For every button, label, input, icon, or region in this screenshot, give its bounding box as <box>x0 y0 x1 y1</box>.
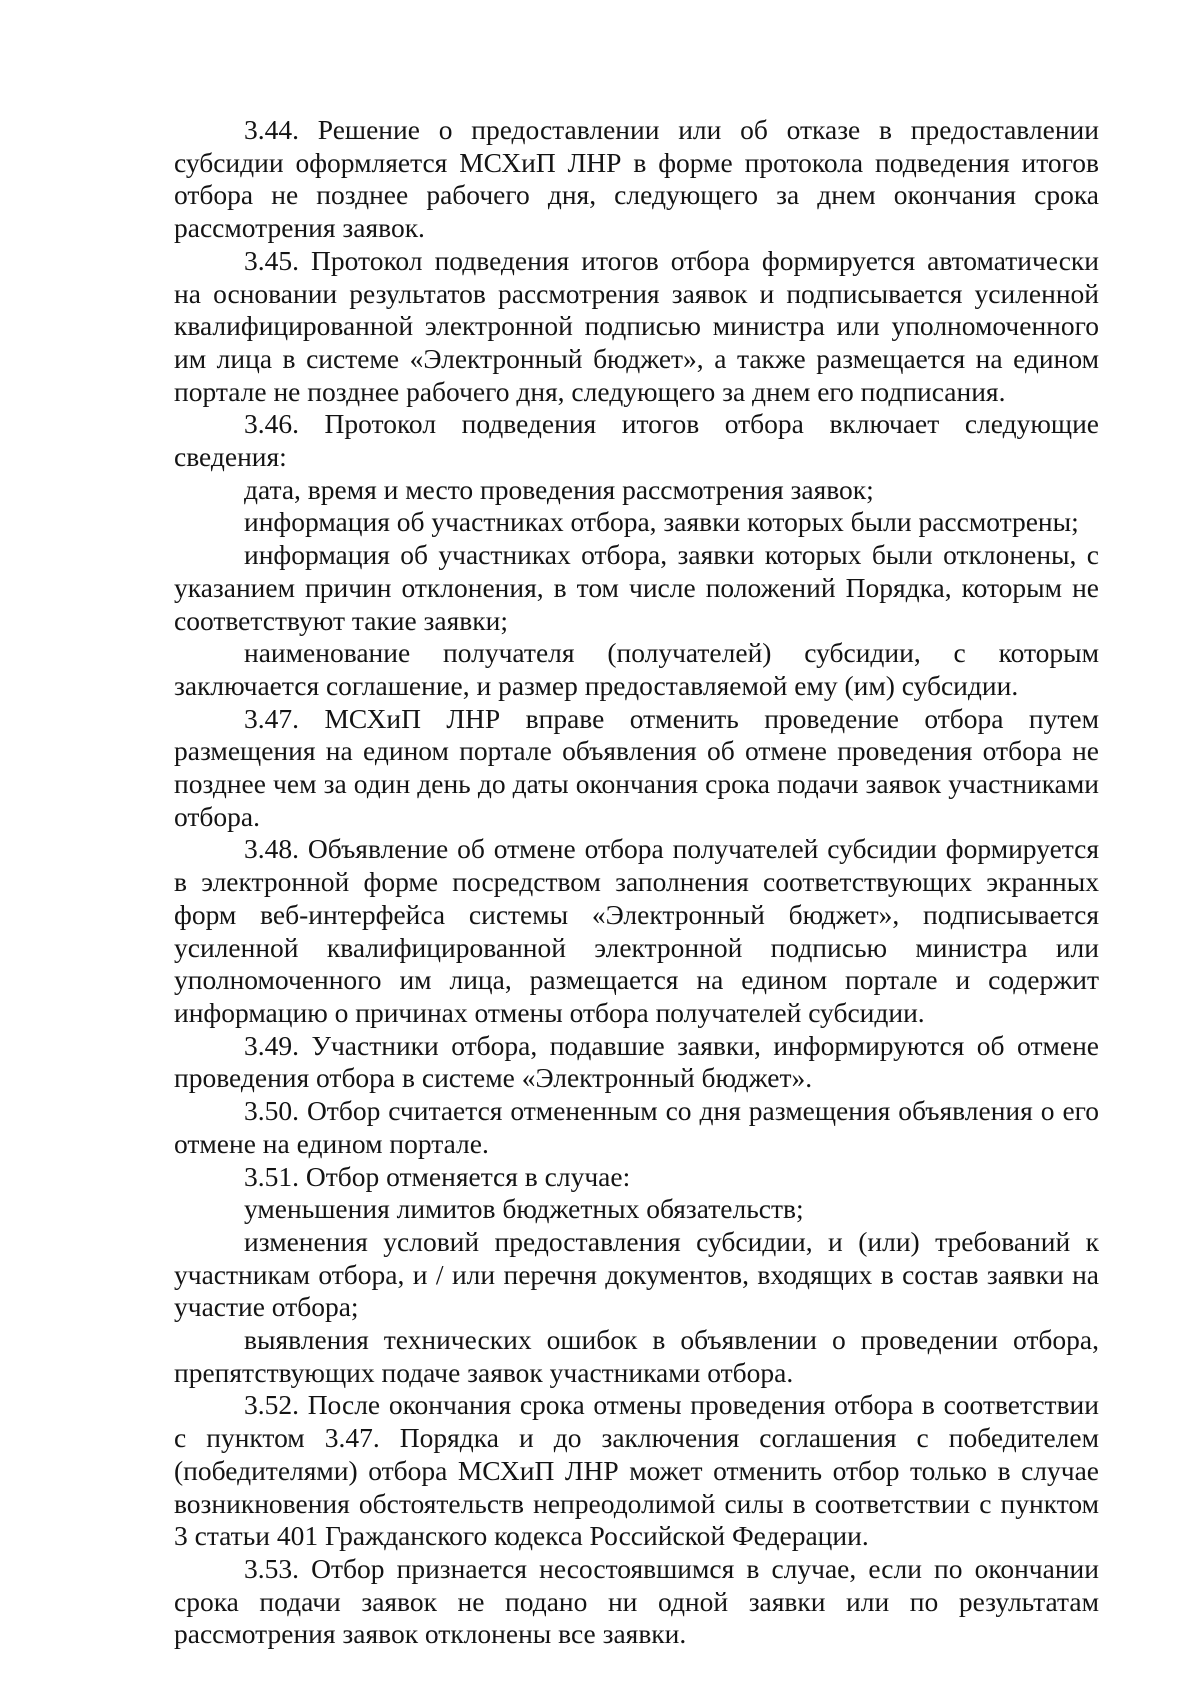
list-item-date-time-place: дата, время и место проведения рассмотрения заявок; <box>244 473 874 505</box>
paragraph-3-48: 3.48. Объявление об отмене отбора получателей субсидии формируется в электронной форме посредством заполнения соответствующих экранных форм веб-интерфейса системы «Электронный бюджет», подписывается усиленной квалифицированной электронной подписью министра или уполномоченного им лица, размещается на едином портале и содержит информацию о причинах отмены отбора получателей субсидии. <box>174 833 1099 1028</box>
list-item-recipient-name: наименование получателя (получателей) субсидии, с которым заключается соглашение, и размер предоставляемой ему (им) субсидии. <box>174 637 1099 701</box>
paragraph-3-45: 3.45. Протокол подведения итогов отбора формируется автоматически на основании результатов рассмотрения заявок и подписывается усиленной квалифицированной электронной подписью министра или уполномоченного им лица в системе «Электронный бюджет», а также размещается на едином портале не позднее рабочего дня, следующего за днем его подписания. <box>174 244 1099 407</box>
paragraph-3-50: 3.50. Отбор считается отмененным со дня размещения объявления о его отмене на едином портале. <box>174 1095 1099 1159</box>
paragraph-3-51: 3.51. Отбор отменяется в случае: <box>244 1160 631 1192</box>
list-item-conditions-change: изменения условий предоставления субсидии, и (или) требований к участникам отбора, и / или перечня документов, входящих в состав заявки на участие отбора; <box>174 1225 1099 1323</box>
paragraph-3-49: 3.49. Участники отбора, подавшие заявки, информируются об отмене проведения отбора в системе «Электронный бюджет». <box>174 1029 1099 1094</box>
list-item-technical-errors: выявления технических ошибок в объявлении о проведении отбора, препятствующих подаче заявок участниками отбора. <box>174 1324 1099 1388</box>
list-item-rejected-participants: информация об участниках отбора, заявки которых были отклонены, с указанием причин отклонения, в том числе положений Порядка, которым не соответствуют такие заявки; <box>174 539 1099 636</box>
paragraph-3-47: 3.47. МСХиП ЛНР вправе отменить проведение отбора путем размещения на едином портале объявления об отмене проведения отбора не позднее чем за один день до даты окончания срока подачи заявок участниками отбора. <box>174 702 1099 832</box>
paragraph-3-44: 3.44. Решение о предоставлении или об отказе в предоставлении субсидии оформляется МСХиП ЛНР в форме протокола подведения итогов отбора не позднее рабочего дня, следующего за днем окончания срока рассмотрения заявок. <box>174 114 1099 244</box>
list-item-reviewed-participants: информация об участниках отбора, заявки которых были рассмотрены; <box>244 506 1079 538</box>
paragraph-3-52: 3.52. После окончания срока отмены проведения отбора в соответствии с пунктом 3.47. Порядка и до заключения соглашения с победителем (победителями) отбора МСХиП ЛНР может отменить отбор только в случае возникновения обстоятельств непреодолимой силы в соответствии с пунктом 3 статьи 401 Гражданского кодекса Российской Федерации. <box>174 1389 1099 1552</box>
paragraph-3-46: 3.46. Протокол подведения итогов отбора включает следующие сведения: <box>174 408 1099 473</box>
paragraph-3-53: 3.53. Отбор признается несостоявшимся в случае, если по окончании срока подачи заявок не подано ни одной заявки или по результатам рассмотрения заявок отклонены все заявки. <box>174 1552 1099 1650</box>
list-item-budget-limits: уменьшения лимитов бюджетных обязательств; <box>244 1193 804 1225</box>
